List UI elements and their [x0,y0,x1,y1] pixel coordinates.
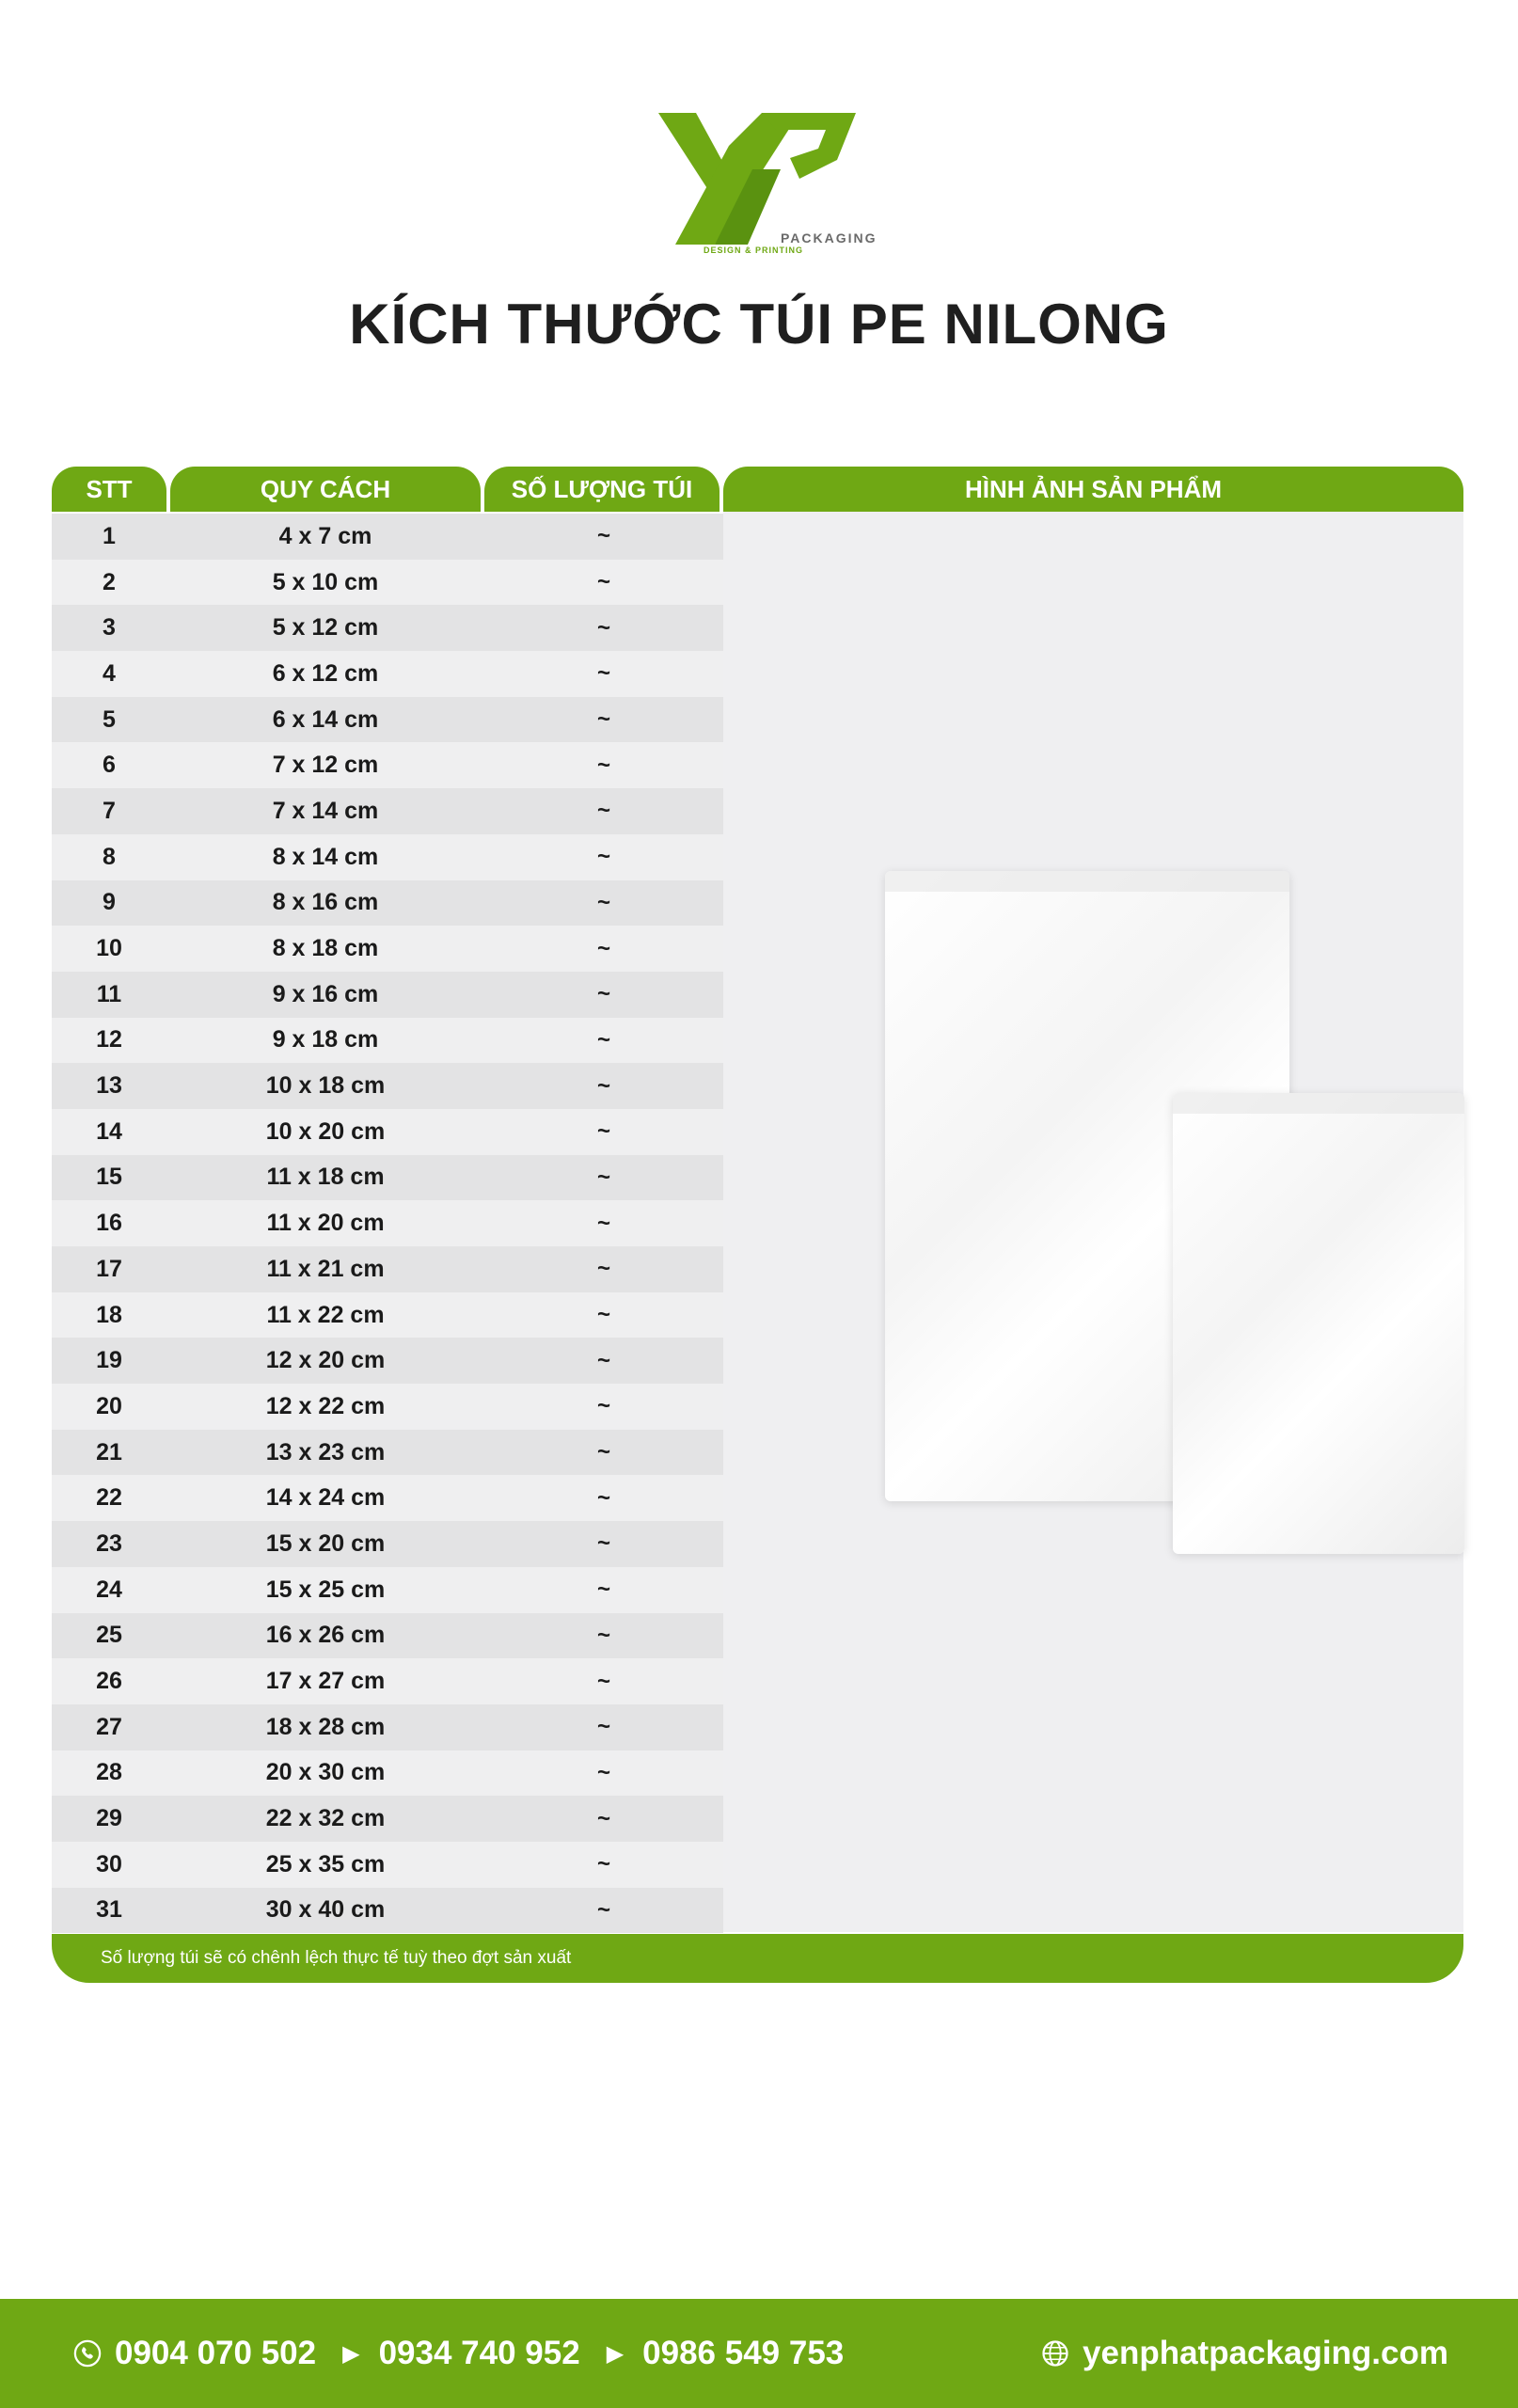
table-row [52,1292,723,1339]
cell-spec: 15 x 20 cm [265,1529,386,1557]
cell-spec: 25 x 35 cm [265,1850,386,1877]
globe-icon [1041,2339,1069,2368]
cell-stt: 18 [96,1301,122,1328]
phone-number-2: 0934 740 952 [378,2335,580,2371]
cell-stt: 5 [103,705,116,733]
cell-qty: ~ [596,1302,610,1328]
table-row [52,605,723,651]
cell-stt: 20 [96,1392,122,1419]
table-row [52,1155,723,1201]
cell-stt: 14 [96,1117,122,1145]
cell-stt: 22 [96,1484,122,1512]
cell-spec: 8 x 18 cm [272,935,379,962]
cell-spec: 6 x 14 cm [272,705,379,733]
table-row [52,1842,723,1888]
phone-number-1: 0904 070 502 [115,2335,317,2371]
cell-qty: ~ [596,1668,610,1694]
cell-qty: ~ [596,706,610,733]
cell-stt: 9 [103,889,116,916]
cell-spec: 10 x 18 cm [265,1072,386,1100]
product-image-panel [723,512,1463,1932]
cell-spec: 8 x 16 cm [272,889,379,916]
cell-qty: ~ [596,1530,610,1557]
size-table [52,467,1463,1983]
contact-phone-2[interactable] [379,2335,580,2372]
header-image: HÌNH ẢNH SẢN PHẨM [723,467,1463,512]
cell-stt: 26 [96,1668,122,1695]
cell-spec: 9 x 16 cm [272,980,379,1007]
table-row [52,972,723,1018]
table-row [52,1888,723,1934]
cell-spec: 9 x 18 cm [272,1026,379,1054]
table-row [52,1567,723,1613]
cell-qty: ~ [596,1393,610,1419]
cell-stt: 4 [103,659,116,687]
cell-qty: ~ [596,844,610,870]
cell-spec: 18 x 28 cm [265,1713,386,1740]
cell-stt: 1 [103,522,116,549]
cell-qty: ~ [596,1805,610,1831]
logo-text-packaging: PACKAGING [781,230,878,246]
bag-image-small [1173,1093,1464,1554]
cell-spec: 11 x 22 cm [266,1301,385,1328]
table-row [52,880,723,927]
cell-qty: ~ [596,523,610,549]
header-qty: SỐ LƯỢNG TÚI [484,467,719,512]
cell-stt: 15 [96,1164,122,1191]
table-note: Số lượng túi sẽ có chênh lệch thực tế tuỳ theo đợt sản xuất [52,1934,1463,1983]
cell-stt: 6 [103,752,116,779]
cell-qty: ~ [596,798,610,824]
cell-stt: 23 [96,1529,122,1557]
cell-spec: 16 x 26 cm [265,1622,386,1649]
cell-spec: 5 x 12 cm [272,614,379,642]
cell-qty: ~ [596,660,610,687]
cell-spec: 11 x 20 cm [266,1210,385,1237]
table-row [52,788,723,834]
cell-spec: 12 x 22 cm [265,1392,386,1419]
cell-qty: ~ [596,889,610,915]
table-row [52,926,723,972]
cell-stt: 2 [103,568,116,595]
table-row [52,1658,723,1704]
triangle-right-icon: ▶ [342,2340,360,2367]
cell-qty: ~ [596,981,610,1007]
table-row [52,834,723,880]
cell-qty: ~ [596,1714,610,1740]
triangle-right-icon: ▶ [606,2340,625,2367]
cell-qty: ~ [596,569,610,595]
cell-stt: 7 [103,797,116,824]
cell-spec: 5 x 10 cm [272,568,379,595]
cell-spec: 13 x 23 cm [265,1438,386,1465]
cell-stt: 3 [103,614,116,642]
table-row [52,1521,723,1567]
cell-qty: ~ [596,1439,610,1465]
table-row [52,1796,723,1842]
cell-stt: 29 [96,1805,122,1832]
table-body [52,514,723,1933]
table-row [52,1613,723,1659]
cell-stt: 16 [96,1210,122,1237]
cell-stt: 21 [96,1438,122,1465]
phone-icon [73,2339,102,2368]
cell-qty: ~ [596,1576,610,1603]
table-row [52,1018,723,1064]
cell-stt: 24 [96,1576,122,1603]
table-row [52,742,723,788]
cell-spec: 6 x 12 cm [272,659,379,687]
cell-spec: 7 x 14 cm [272,797,379,824]
cell-qty: ~ [596,1164,610,1190]
cell-stt: 13 [96,1072,122,1100]
cell-stt: 12 [96,1026,122,1054]
table-row [52,1704,723,1751]
table-row [52,1384,723,1430]
table-row [52,1475,723,1521]
header-spec: QUY CÁCH [170,467,481,512]
table-row [52,697,723,743]
cell-spec: 4 x 7 cm [278,522,372,549]
header-stt: STT [52,467,166,512]
cell-spec: 17 x 27 cm [265,1668,386,1695]
table-row [52,1430,723,1476]
table-row [52,1063,723,1109]
cell-spec: 11 x 21 cm [266,1255,385,1282]
cell-stt: 17 [96,1255,122,1282]
cell-qty: ~ [596,1484,610,1511]
cell-stt: 28 [96,1759,122,1786]
cell-qty: ~ [596,1256,610,1282]
cell-spec: 14 x 24 cm [265,1484,386,1512]
cell-spec: 8 x 14 cm [272,843,379,870]
cell-qty: ~ [596,1759,610,1785]
cell-qty: ~ [596,1851,610,1877]
contact-website[interactable] [1041,2335,1448,2372]
page-title: KÍCH THƯỚC TÚI PE NILONG [349,293,1169,356]
cell-qty: ~ [596,1210,610,1236]
cell-qty: ~ [596,1896,610,1923]
phone-number-3: 0986 549 753 [642,2335,845,2371]
cell-qty: ~ [596,1622,610,1648]
table-row [52,1751,723,1797]
table-row [52,560,723,606]
cell-spec: 10 x 20 cm [265,1117,386,1145]
cell-spec: 20 x 30 cm [265,1759,386,1786]
cell-qty: ~ [596,1118,610,1145]
cell-qty: ~ [596,1072,610,1099]
cell-qty: ~ [596,752,610,778]
cell-stt: 10 [96,935,122,962]
cell-qty: ~ [596,935,610,961]
contact-phone-1[interactable] [73,2335,316,2372]
cell-qty: ~ [596,614,610,641]
cell-stt: 30 [96,1850,122,1877]
cell-spec: 15 x 25 cm [265,1576,386,1603]
cell-stt: 25 [96,1622,122,1649]
contact-phone-3[interactable] [642,2335,844,2372]
cell-stt: 11 [96,980,122,1007]
cell-spec: 30 x 40 cm [265,1896,386,1924]
cell-spec: 11 x 18 cm [266,1164,385,1191]
logo-text-design: DESIGN & PRINTING [704,246,804,255]
table-row [52,1246,723,1292]
cell-qty: ~ [596,1347,610,1373]
table-row [52,1109,723,1155]
cell-spec: 12 x 20 cm [265,1347,386,1374]
cell-spec: 22 x 32 cm [265,1805,386,1832]
cell-spec: 7 x 12 cm [272,752,379,779]
cell-stt: 27 [96,1713,122,1740]
table-row [52,651,723,697]
cell-stt: 19 [96,1347,122,1374]
table-row [52,1338,723,1384]
cell-stt: 8 [103,843,116,870]
contact-bar [0,2299,1518,2408]
table-row [52,1200,723,1246]
cell-stt: 31 [96,1896,122,1924]
table-row [52,514,723,560]
website-link: yenphatpackaging.com [1083,2335,1448,2371]
cell-qty: ~ [596,1026,610,1053]
